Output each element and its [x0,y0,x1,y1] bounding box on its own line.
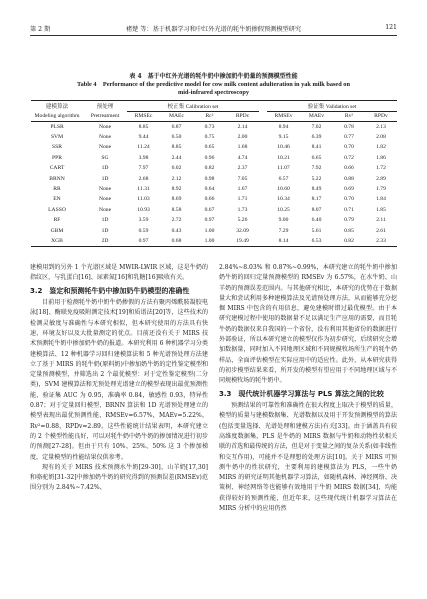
col-head-pre-cn: 预处理 [96,104,114,111]
cell-validation-value: 6.53 [300,236,333,247]
cell-validation-value: 2.89 [376,175,386,182]
page-number: 121 [385,24,397,31]
cell-calibration-value: 1.73 [237,206,248,213]
cell-validation-value: 1.79 [376,186,386,193]
col-head-r2-v: Rv² [344,113,354,120]
cell-calibration-value: 0.97 [127,236,160,247]
table-caption-cn: 表 4 基于中红外光谱的牦牛奶中掺加奶牛奶量的预测模型性能 [129,73,298,80]
cell-pretreatment: None [98,196,112,203]
cell-validation-value: 10.21 [277,154,290,161]
cell-calibration-value: 2.44 [171,154,182,161]
cell-calibration-value: 7.97 [138,165,149,172]
cell-validation-value: 9.15 [278,134,289,141]
cell-validation-value: 0.71 [344,206,354,213]
cell-validation-value: 1.72 [376,165,386,172]
cell-validation-value: 8.17 [311,196,322,203]
cell-validation-value: 9.00 [278,217,289,224]
cell-calibration-value: 5.26 [237,217,248,224]
paragraph: 建模用到的另外 1 个光谱区域是 MWIR-LWIR 区域，这是牛奶的指纹区，与乳蛋白[16]、尿素氮[16]和乳糖[16]吸收有关。 [30,264,208,282]
cell-calibration-value: 0.73 [193,121,226,132]
paragraph: 2.84%~8.03% 和 0.87%~0.99%，本研究建立的牦牛奶中掺加奶牛奶的回归定量预测模型的 RMSEv 为 6.57%，在水牛奶、山羊奶的预测误差范围内。与其他研究相比，本研究的优势在于数据量大和尝试利用多种建模算法及光谱预处理方法，从而能够充分挖掘 MIRS 中包含的有用信息，避免建模时错过最优模型。由于本研究建模过程中使用的数据量不足以满足生产应用的需要，而且牦牛奶的数据仅来自我国的一个省份，没有利用其他省份的数据进行外部验证，所以本研究建立的模型仅作为初步研究，后续研究会增加数据量，同时加入不同地理区域和不同规模牧场所生产的牦牛奶样品，全面评估模型在实际应用中的适应性。此外，从本研究获得的初步模型结果来看，所开发的模型有望应用于不同地理区域与不同规模牧场的牦牛奶中。 [219,264,397,385]
cell-calibration-value: 0.98 [204,175,215,182]
cell-calibration-value: 2.68 [138,175,149,182]
table-row [31,225,397,235]
cell-validation-value: 2.13 [365,121,397,132]
cell-calibration-value: 2.14 [226,121,259,132]
col-head-model-en: Modeling algorithm [34,113,80,119]
cell-model: BRNN [49,175,65,182]
right-text-column [219,263,397,514]
cell-model: XGB [31,236,83,247]
table-row [31,236,397,247]
cell-model: EN [53,196,61,203]
table-row [31,173,397,183]
cell-validation-value: 1.86 [376,154,386,161]
cell-validation-value: 6.57 [278,175,289,182]
cell-calibration-value: 2.12 [171,175,182,182]
cell-calibration-value: 0.64 [204,186,215,193]
cell-validation-value: 0.82 [333,236,365,247]
cell-pretreatment: 2D [83,236,127,247]
cell-validation-value: 7.29 [278,227,289,234]
cell-calibration-value: 11.31 [137,186,150,193]
cell-validation-value: 0.85 [344,227,354,234]
cell-pretreatment: None [83,121,127,132]
cell-calibration-value: 32.09 [236,227,249,234]
performance-table [31,100,397,247]
cell-pretreatment: None [98,134,112,141]
cell-validation-value: 8.49 [311,186,322,193]
col-head-mae-c: MAEc [169,113,184,120]
paragraph: 现有的关于 MIRS 技术预测水牛奶[29-30]、山羊奶[17,30]和骆驼奶[31-32]中掺加奶牛奶的研究得到的预测误差(RMSEv)范围分别为 2.84%~7.42%、 [30,463,208,492]
cell-calibration-value: 0.97 [204,217,215,224]
cell-validation-value: 10.25 [277,206,290,213]
cell-calibration-value: 19.49 [226,236,259,247]
cell-validation-value: 0.88 [344,175,354,182]
cell-calibration-value: 0.67 [204,206,215,213]
col-group-validation: 验证集 Validation set [267,101,397,112]
cell-calibration-value: 6.02 [171,165,182,172]
cell-validation-value: 11.07 [277,165,290,172]
cell-model: RF [53,217,61,224]
table-caption-en-cont: mid-infrared spectroscopy [178,89,249,96]
col-head-pre-en: Pretreatment [90,113,120,119]
cell-model: RR [53,186,61,193]
cell-validation-value: 8.94 [267,121,300,132]
col-head-rpd-v: RPDv [374,113,388,120]
cell-validation-value: 0.70 [344,144,354,151]
cell-calibration-value: 3.59 [138,217,149,224]
col-head-r2-c: Rc² [205,113,214,120]
cell-calibration-value: 4.74 [237,154,248,161]
col-head-rmse-c: RMSEc [134,113,153,120]
cell-model: LASSO [48,206,66,213]
left-text-column [30,263,208,494]
cell-calibration-value: 0.68 [160,236,193,247]
table-row [31,142,397,152]
cell-calibration-value: 6.87 [160,121,193,132]
cell-model: SVM [50,134,64,141]
cell-validation-value: 2.08 [376,134,386,141]
cell-validation-value: 0.69 [344,186,354,193]
section-heading-3-3: 3.3 现代统计机器学习算法与 PLS 算法之间的比较 [219,389,384,398]
table-row [31,121,397,132]
cell-validation-value: 0.79 [344,217,354,224]
cell-calibration-value: 11.03 [137,196,150,203]
cell-calibration-value: 8.92 [171,186,182,193]
cell-pretreatment: None [98,206,112,213]
cell-model: PPR [52,154,62,161]
cell-calibration-value: 1.71 [237,196,248,203]
cell-validation-value: 2.11 [376,217,386,224]
cell-calibration-value: 0.65 [204,144,215,151]
cell-validation-value: 10.46 [277,144,290,151]
table-row [31,163,397,173]
running-title: 褚楚 等：基于机器学习和中红外光谱的牦牛奶掺假预测模型研究 [125,26,302,33]
cell-pretreatment: SG [101,154,109,161]
cell-validation-value: 5.22 [311,175,322,182]
table-row [31,194,397,204]
cell-validation-value: 8.07 [311,206,322,213]
cell-validation-value: 8.14 [267,236,300,247]
col-head-model-cn: 建模算法 [45,104,69,111]
cell-validation-value: 5.61 [311,227,322,234]
cell-calibration-value: 1.00 [193,236,226,247]
cell-calibration-value: 1.67 [237,186,248,193]
cell-pretreatment: None [98,144,112,151]
cell-calibration-value: 11.24 [137,144,150,151]
paragraph: 目前用于检测牦牛奶中奶牛奶掺假的方法有聚丙烯酰胺凝胶电泳[18]、酶联免疫吸附测定技术[19]和质谱法[20]等，这些技术的检测灵敏度与准确性与本研究相似，但本研究使用的方法具有快速、环境友好以及大批量测定的优点。目前还没有关于 MIRS 技术预测牦牛奶中掺加奶牛奶的报道。本研究利用 6 种机器学习分类建模算法、12 种机器学习回归建模算法和 5 种光谱预处理方法建立了基于 MIRS 的牦牛奶(原料奶)中掺加奶牛奶的定性鉴定模型和定量预测模型，并筛选出 2 个最优模型：对于定性鉴定模型(二分类)，SVM 建模算法和无预处理光谱建立的模型表现出最优预测性能，验证集 AUC 为 0.95，准确率 0.84，敏感性 0.93，特异性 0.87；对于定量回归模型，BRNN 算法和 1D 光谱预处理建立的模型表现出最优预测性能，RMSEv=6.57%，MAEv=5.22%，Rv²=0.88，RPDv=2.89。这些性能统计结果表明，本研究建立的 2 个模型性能良好，可以对牦牛奶中奶牛奶的掺加情况进行初步的预测[27-28]。但由于只有 10%、25%、50% 这 3 个掺加梯度，定量模型的性能结果仅供参考。 [30,299,208,461]
table-row [31,153,397,163]
cell-model: SSR [52,144,62,151]
cell-pretreatment: 1D [101,227,109,234]
cell-validation-value: 0.66 [344,165,354,172]
col-head-rpd-c: RPDc [235,113,250,120]
cell-pretreatment: 1D [101,217,109,224]
cell-calibration-value: 0.96 [204,154,215,161]
cell-calibration-value: 10.93 [137,206,150,213]
cell-pretreatment: 1D [101,165,109,172]
cell-validation-value: 0.78 [333,121,365,132]
col-group-calibration: 校正集 Calibration set [127,101,259,112]
col-head-mae-v: MAEv [308,113,325,120]
cell-calibration-value: 1.68 [237,144,248,151]
cell-validation-value: 7.02 [300,121,333,132]
table-row [31,132,397,142]
cell-calibration-value: 2.72 [171,217,182,224]
section-heading-3-2: 3.2 鉴定和预测牦牛奶中掺加奶牛奶模型的准确性 [30,286,190,295]
cell-calibration-value: 8.85 [127,121,160,132]
cell-calibration-value: 0.66 [204,196,215,203]
cell-calibration-value: 1.00 [204,227,215,234]
cell-validation-value: 7.92 [311,165,322,172]
cell-calibration-value: 3.98 [138,154,149,161]
cell-calibration-value: 9.44 [138,134,149,141]
col-head-rmse-v: RMSEv [274,113,293,120]
cell-pretreatment: None [98,186,112,193]
cell-validation-value: 10.60 [277,186,290,193]
cell-model: GBM [50,227,64,234]
cell-pretreatment: 1D [101,175,109,182]
cell-validation-value: 8.41 [311,144,322,151]
cell-calibration-value: 0.43 [171,227,182,234]
cell-validation-value: 1.82 [376,144,386,151]
cell-validation-value: 2.33 [365,236,397,247]
cell-calibration-value: 0.75 [204,134,215,141]
cell-validation-value: 6.39 [311,134,322,141]
cell-validation-value: 6.65 [311,154,322,161]
header-rule [30,35,397,36]
cell-calibration-value: 8.69 [171,196,182,203]
table-row [31,215,397,225]
cell-validation-value: 2.61 [376,227,386,234]
cell-model: CART [49,165,65,172]
paragraph: 预测结果的可靠性和准确性在很大程度上取决于模型的质量，模型的质量与建模数据集、光谱数据以及用于开发预测模型的算法(包括变量选择、光谱处理和建模方法)有关[33]。由于涵盖具有较高维度数据集，PLS 是牛奶的 MIRS 数据与牛奶和动物性状相关联的首选和最传统的方法，但是对于变量之间的复杂关系(如非线性和交互作用)，可能并不是理想的处理方法[10]。关于 MIRS 可预测牛奶中的性状研究，主要利用的建模算法为 PLS，一些牛奶 MIRS 的研究证明其他机器学习算法，如随机森林、神经网络、决策树、神经网络等也能够有效地用于牛奶 MIRS 数据[34]，均能获得较好的预测性能，但近年来，这些现代统计机器学习算法在 MIRS 分析中的应用仍然 [219,402,397,513]
issue-label: 第 2 期 [30,26,51,33]
cell-calibration-value: 6.50 [171,134,182,141]
table-row [31,184,397,194]
cell-validation-value: 1.85 [376,206,386,213]
cell-calibration-value: 2.37 [237,165,248,172]
cell-calibration-value: 0.82 [204,165,215,172]
cell-validation-value: 10.34 [277,196,290,203]
cell-calibration-value: 8.85 [171,144,182,151]
cell-calibration-value: 2.00 [237,134,248,141]
cell-model: PLSR [31,121,83,132]
cell-validation-value: 0.72 [344,154,354,161]
table-caption-en: Table 4 Performance of the predictive model for cow milk content adulteration in yak milk based on [77,81,350,88]
cell-calibration-value: 0.59 [138,227,149,234]
cell-calibration-value: 7.05 [237,175,248,182]
cell-validation-value: 1.84 [376,196,386,203]
cell-validation-value: 0.77 [344,134,354,141]
cell-validation-value: 6.40 [311,217,322,224]
cell-validation-value: 0.70 [344,196,354,203]
table-row [31,205,397,215]
cell-calibration-value: 8.58 [171,206,182,213]
